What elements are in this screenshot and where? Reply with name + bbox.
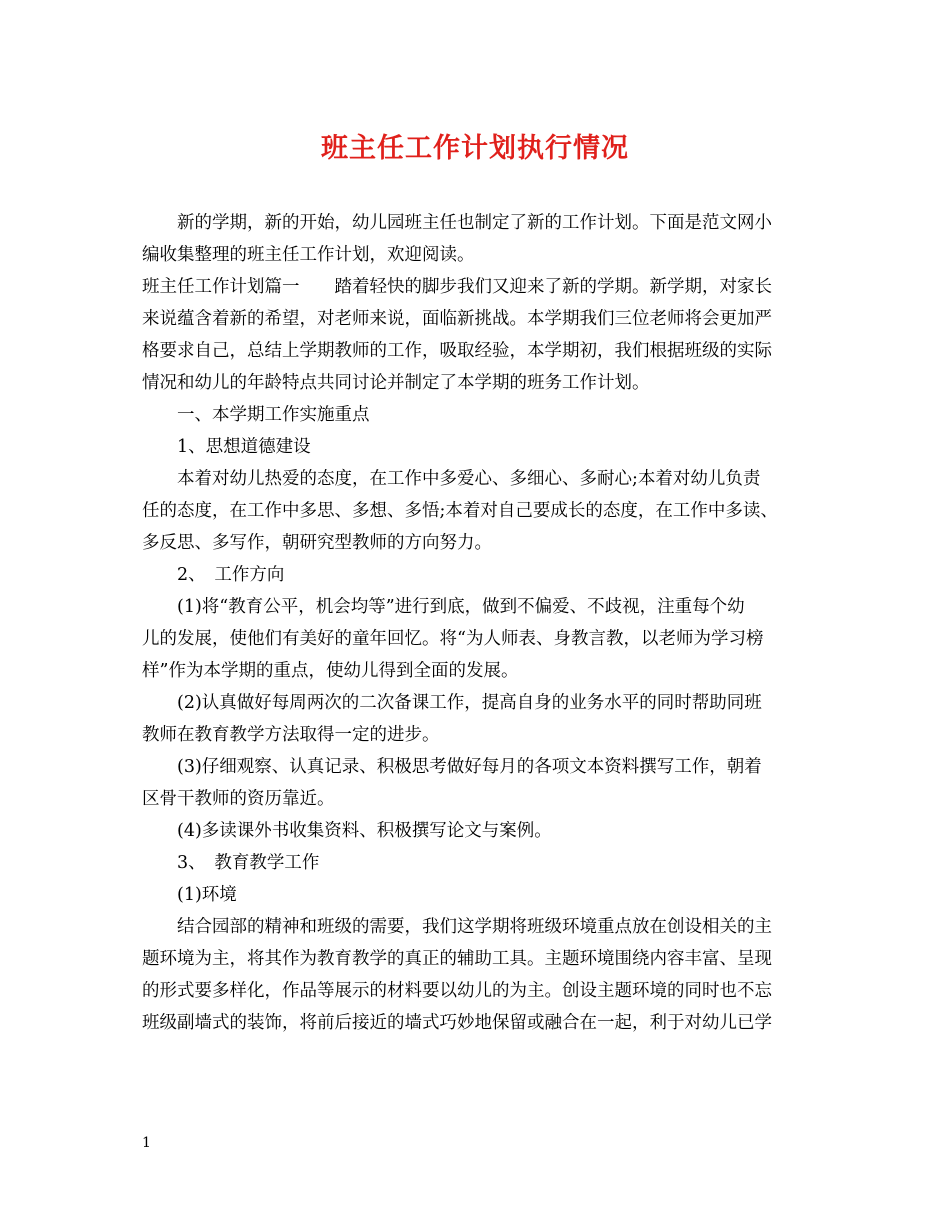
- text-line: 编收集整理的班主任工作计划，欢迎阅读。: [142, 245, 475, 265]
- text-line: 样”作为本学期的重点，使幼儿得到全面的发展。: [142, 661, 519, 681]
- document-body: [142, 207, 822, 1039]
- text-line: 题环境为主，将其作为教育教学的真正的辅助工具。主题环境围绕内容丰富、呈现: [142, 949, 772, 969]
- text-line: 班级副墙式的装饰，将前后接近的墙式巧妙地保留或融合在一起，利于对幼儿已学: [142, 1013, 772, 1033]
- text-line: 格要求自己，总结上学期教师的工作，吸取经验，本学期初，我们根据班级的实际: [142, 341, 772, 361]
- text-line: 结合园部的精神和班级的需要，我们这学期将班级环境重点放在创设相关的主: [177, 917, 772, 937]
- text-line: (3)仔细观察、认真记录、积极思考做好每月的各项文本资料撰写工作，朝着: [177, 757, 762, 777]
- text-line: 来说蕴含着新的希望，对老师来说，面临新挑战。本学期我们三位老师将会更加严: [142, 309, 772, 329]
- text-line: 班主任工作计划篇一 踏着轻快的脚步我们又迎来了新的学期。新学期，对家长: [142, 277, 772, 297]
- page-number: 1: [142, 1135, 151, 1151]
- page-title: 班主任工作计划执行情况: [321, 133, 629, 164]
- text-line: (2)认真做好每周两次的二次备课工作，提高自身的业务水平的同时帮助同班: [177, 693, 762, 713]
- text-line: (1)将“教育公平，机会均等”进行到底，做到不偏爱、不歧视，注重每个幼: [177, 597, 745, 617]
- text-line: 新的学期，新的开始，幼儿园班主任也制定了新的工作计划。下面是范文网小: [177, 213, 772, 233]
- text-line: (4)多读课外书收集资料、积极撰写论文与案例。: [177, 821, 552, 841]
- text-line: 多反思、多写作，朝研究型教师的方向努力。: [142, 533, 492, 553]
- text-line: 本着对幼儿热爱的态度，在工作中多爱心、多细心、多耐心;本着对幼儿负责: [177, 469, 761, 489]
- text-line: 1、思想道德建设: [177, 437, 311, 457]
- text-line: 的形式要多样化，作品等展示的材料要以幼儿的为主。创设主题环境的同时也不忘: [142, 981, 772, 1001]
- text-line: 情况和幼儿的年龄特点共同讨论并制定了本学期的班务工作计划。: [142, 373, 650, 393]
- text-line: 任的态度，在工作中多思、多想、多悟;本着对自己要成长的态度，在工作中多读、: [142, 501, 778, 521]
- text-line: (1)环境: [177, 885, 237, 905]
- text-line: 儿的发展，使他们有美好的童年回忆。将“为人师表、身教言教，以老师为学习榜: [142, 629, 764, 649]
- text-line: 2、 工作方向: [177, 565, 285, 585]
- text-line: 3、 教育教学工作: [177, 853, 320, 873]
- text-line: 区骨干教师的资历靠近。: [142, 789, 335, 809]
- text-line: 一、本学期工作实施重点: [177, 405, 370, 425]
- text-line: 教师在教育教学方法取得一定的进步。: [142, 725, 440, 745]
